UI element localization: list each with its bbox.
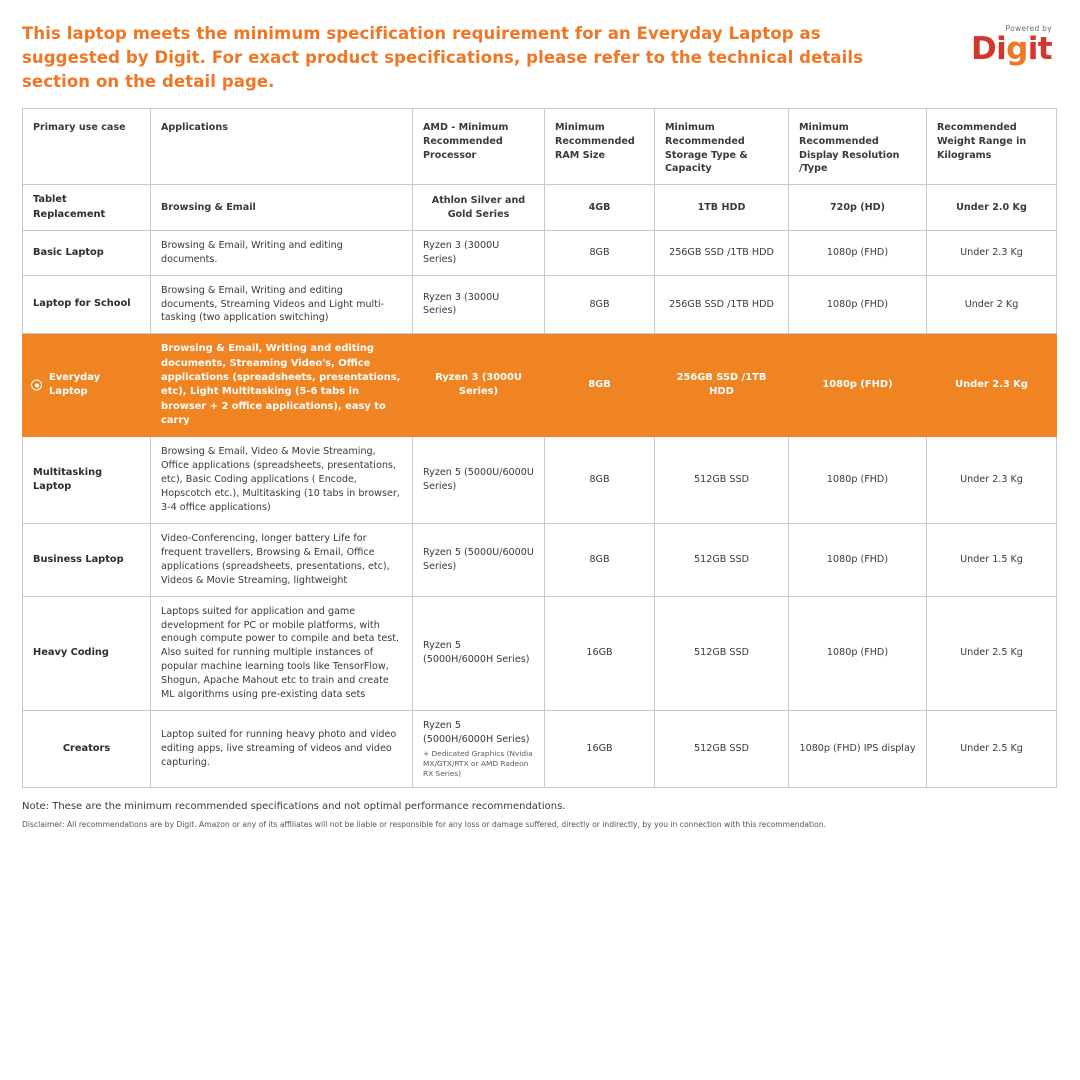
cell-weight: Under 2.0 Kg <box>927 185 1057 230</box>
header <box>22 22 1058 94</box>
selected-marker-icon <box>31 380 42 391</box>
cell-use-case: Heavy Coding <box>23 596 151 710</box>
cell-processor: Ryzen 5 (5000H/6000H Series) <box>413 596 545 710</box>
cell-processor: Athlon Silver and Gold Series <box>413 185 545 230</box>
cell-ram: 16GB <box>545 710 655 787</box>
cell-use-case <box>23 334 151 437</box>
cell-use-case: Basic Laptop <box>23 230 151 275</box>
table-row <box>23 524 1057 597</box>
cell-storage: 256GB SSD /1TB HDD <box>655 334 789 437</box>
page-title: This laptop meets the minimum specification requirement for an Everyday Laptop as suggested by Digit. For exact product specifications, please refer to the technical details section on the detail page. <box>22 24 864 91</box>
cell-storage: 512GB SSD <box>655 437 789 524</box>
col-header-storage: Minimum Recommended Storage Type & Capacity <box>655 108 789 185</box>
logo-part-1: Di <box>970 31 1007 67</box>
cell-applications: Browsing & Email, Writing and editing documents, Streaming Video's, Office applications (spreadsheets, presentations, etc), Light Multitasking (5-6 tabs in browser + 2 office applications), easy to carry <box>151 334 413 437</box>
cell-display: 1080p (FHD) <box>789 596 927 710</box>
cell-processor: Ryzen 3 (3000U Series) <box>413 275 545 334</box>
cell-display: 1080p (FHD) <box>789 524 927 597</box>
cell-applications: Browsing & Email <box>151 185 413 230</box>
cell-display: 1080p (FHD) <box>789 334 927 437</box>
spec-table <box>22 108 1057 788</box>
cell-storage: 1TB HDD <box>655 185 789 230</box>
cell-applications: Browsing & Email, Video & Movie Streaming, Office applications (spreadsheets, presentations, etc), Basic Coding applications ( Encode, Hopscotch etc.), Multitasking (10 tabs in browser, 3-4 office applications) <box>151 437 413 524</box>
cell-processor: Ryzen 3 (3000U Series) <box>413 230 545 275</box>
cell-applications: Video-Conferencing, longer battery Life for frequent travellers, Browsing & Email, Office applications (spreadsheets, presentations, etc), Videos & Movie Streaming, lightweight <box>151 524 413 597</box>
cell-storage: 256GB SSD /1TB HDD <box>655 275 789 334</box>
table-row <box>23 710 1057 787</box>
cell-ram: 8GB <box>545 275 655 334</box>
logo-part-3: it <box>1027 31 1052 67</box>
cell-ram: 8GB <box>545 437 655 524</box>
cell-weight: Under 2.3 Kg <box>927 230 1057 275</box>
cell-weight: Under 1.5 Kg <box>927 524 1057 597</box>
cell-use-case-label: Everyday Laptop <box>49 372 101 398</box>
cell-weight: Under 2.5 Kg <box>927 710 1057 787</box>
col-header-processor: AMD - Minimum Recommended Processor <box>413 108 545 185</box>
spec-table-wrap <box>22 108 1058 788</box>
cell-processor-main: Ryzen 5 (5000H/6000H Series) <box>423 719 530 745</box>
footer <box>22 800 1056 830</box>
col-header-use-case: Primary use case <box>23 108 151 185</box>
table-row <box>23 275 1057 334</box>
cell-storage: 256GB SSD /1TB HDD <box>655 230 789 275</box>
cell-processor: Ryzen 3 (3000U Series) <box>413 334 545 437</box>
cell-ram: 8GB <box>545 524 655 597</box>
cell-display: 1080p (FHD) <box>789 230 927 275</box>
cell-use-case: Tablet Replacement <box>23 185 151 230</box>
cell-weight: Under 2.3 Kg <box>927 437 1057 524</box>
cell-ram: 16GB <box>545 596 655 710</box>
cell-ram: 8GB <box>545 230 655 275</box>
cell-weight: Under 2 Kg <box>927 275 1057 334</box>
table-row <box>23 185 1057 230</box>
cell-display: 1080p (FHD) <box>789 437 927 524</box>
powered-by-label: Powered by <box>1005 24 1052 33</box>
cell-ram: 8GB <box>545 334 655 437</box>
footer-note: Note: These are the minimum recommended specifications and not optimal performance recommendations. <box>22 800 566 812</box>
table-row-highlighted <box>23 334 1057 437</box>
cell-display: 1080p (FHD) IPS display <box>789 710 927 787</box>
cell-storage: 512GB SSD <box>655 524 789 597</box>
cell-weight: Under 2.3 Kg <box>927 334 1057 437</box>
table-body <box>23 185 1057 787</box>
footer-disclaimer: Disclaimer: All recommendations are by Digit. Amazon or any of its affiliates will not be liable or responsible for any loss or damage suffered, directly or indirectly, by you in connection with this recommendation. <box>22 819 826 829</box>
logo-part-2: g <box>1006 31 1028 67</box>
cell-storage: 512GB SSD <box>655 596 789 710</box>
cell-use-case: Multitasking Laptop <box>23 437 151 524</box>
cell-applications: Laptop suited for running heavy photo and video editing apps, live streaming of videos and video capturing. <box>151 710 413 787</box>
col-header-weight: Recommended Weight Range in Kilograms <box>927 108 1057 185</box>
cell-storage: 512GB SSD <box>655 710 789 787</box>
table-row <box>23 230 1057 275</box>
brand-block <box>971 22 1058 65</box>
table-header <box>23 108 1057 185</box>
table-row <box>23 596 1057 710</box>
cell-applications: Laptops suited for application and game development for PC or mobile platforms, with enough compute power to compile and beta test. Also suited for running multiple instances of popular machine learning tools like TensorFlow, Shogun, Apache Mahout etc to train and create ML algorithms using pre-existing data sets <box>151 596 413 710</box>
digit-logo <box>970 31 1052 67</box>
cell-use-case: Laptop for School <box>23 275 151 334</box>
col-header-applications: Applications <box>151 108 413 185</box>
col-header-ram: Minimum Recommended RAM Size <box>545 108 655 185</box>
cell-display: 1080p (FHD) <box>789 275 927 334</box>
cell-display: 720p (HD) <box>789 185 927 230</box>
cell-processor: Ryzen 5 (5000U/6000U Series) <box>413 437 545 524</box>
cell-use-case: Creators <box>23 710 151 787</box>
cell-weight: Under 2.5 Kg <box>927 596 1057 710</box>
cell-applications: Browsing & Email, Writing and editing documents, Streaming Videos and Light multi-tasking (two application switching) <box>151 275 413 334</box>
cell-processor: Ryzen 5 (5000U/6000U Series) <box>413 524 545 597</box>
col-header-display: Minimum Recommended Display Resolution /Type <box>789 108 927 185</box>
cell-ram: 4GB <box>545 185 655 230</box>
cell-applications: Browsing & Email, Writing and editing documents. <box>151 230 413 275</box>
table-header-row <box>23 108 1057 185</box>
cell-use-case: Business Laptop <box>23 524 151 597</box>
cell-processor <box>413 710 545 787</box>
cell-processor-note: + Dedicated Graphics (Nvidia MX/GTX/RTX or AMD Radeon RX Series) <box>423 748 533 778</box>
table-row <box>23 437 1057 524</box>
